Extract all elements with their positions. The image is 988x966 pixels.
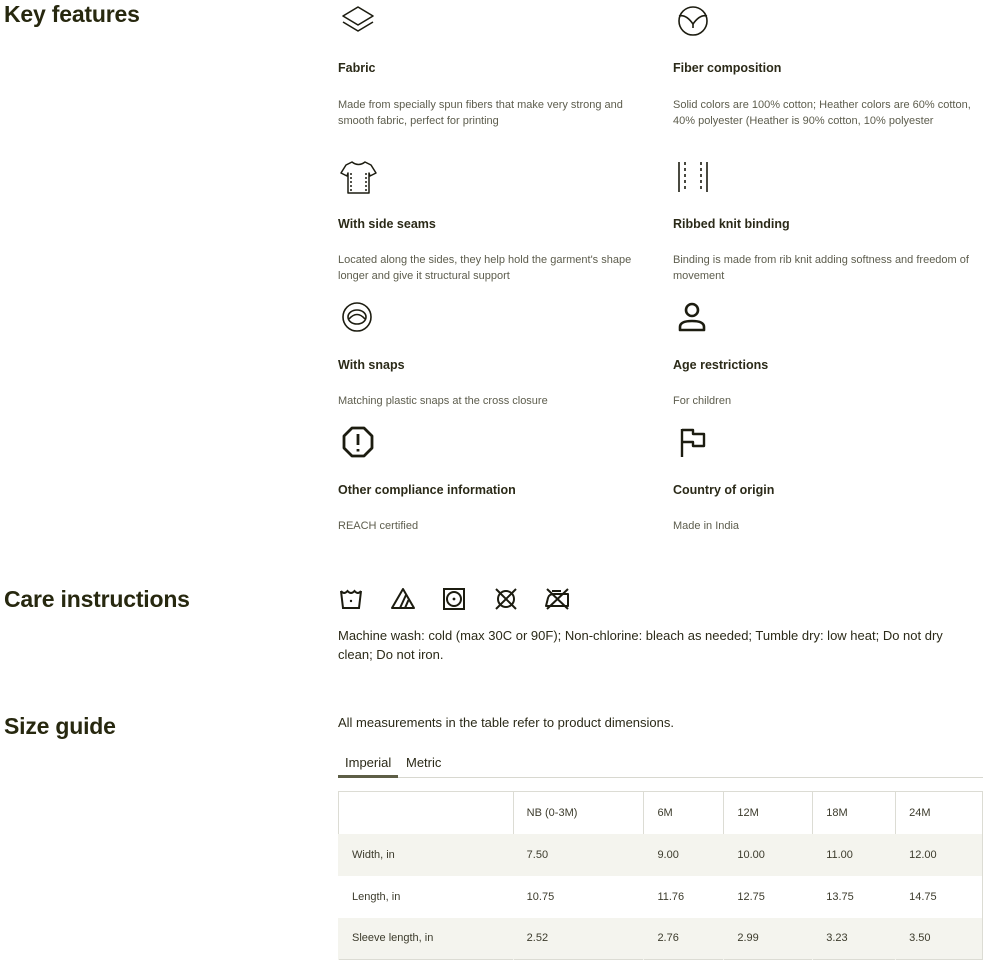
fiber-icon [673, 2, 713, 42]
feature-fiber-composition [673, 2, 988, 127]
size-guide-intro: All measurements in the table refer to product dimensions. [338, 715, 675, 730]
flag-icon [673, 423, 713, 463]
layers-icon [338, 2, 378, 42]
tab-metric[interactable]: Metric [406, 755, 442, 770]
table-header-cell: 12M [724, 792, 813, 834]
table-header-cell [339, 792, 514, 834]
table-cell: Width, in [339, 834, 514, 876]
feature-description: For children [673, 395, 732, 407]
feature-description: Matching plastic snaps at the cross closure [338, 395, 548, 407]
feature-title: Country of origin [673, 483, 775, 497]
feature-ribbed-binding [673, 158, 988, 282]
feature-title: With snaps [338, 358, 405, 372]
feature-title: Other compliance information [338, 483, 516, 497]
table-cell: 11.76 [644, 876, 724, 918]
feature-description: Located along the sides, they help hold the garment's shape longer and give it structural support [338, 254, 632, 282]
table-cell: 7.50 [513, 834, 644, 876]
feature-description: Solid colors are 100% cotton; Heather colors are 60% cotton, 40% polyester (Heather is 90% cotton, 10% polyester [673, 99, 971, 127]
table-row [339, 918, 983, 960]
feature-compliance [338, 423, 658, 532]
ribbed-binding-icon [673, 158, 713, 198]
unit-tabs [338, 752, 983, 778]
alert-icon [338, 423, 378, 463]
table-cell: 2.76 [644, 918, 724, 960]
table-header-cell: 6M [644, 792, 724, 834]
feature-description: Made from specially spun fibers that make very strong and smooth fabric, perfect for printing [338, 99, 623, 127]
key-features-heading: Key features [4, 1, 140, 27]
table-cell: 10.00 [724, 834, 813, 876]
feature-description: Made in India [673, 520, 740, 532]
feature-description: Binding is made from rib knit adding softness and freedom of movement [673, 254, 969, 282]
table-header-cell: 18M [813, 792, 896, 834]
table-cell: 13.75 [813, 876, 896, 918]
bleach-icon [390, 586, 416, 612]
feature-country-of-origin [673, 423, 988, 532]
table-cell: 12.00 [896, 834, 983, 876]
table-cell: 12.75 [724, 876, 813, 918]
no-iron-icon [544, 586, 570, 612]
feature-title: Fiber composition [673, 61, 782, 75]
size-table [338, 791, 983, 960]
tab-imperial[interactable]: Imperial [338, 755, 398, 778]
feature-title: With side seams [338, 217, 436, 231]
table-cell: 11.00 [813, 834, 896, 876]
feature-title: Ribbed knit binding [673, 217, 790, 231]
care-instructions-heading: Care instructions [4, 586, 190, 612]
table-cell: 14.75 [896, 876, 983, 918]
table-cell: 2.99 [724, 918, 813, 960]
tumble-dry-low-icon [441, 586, 467, 612]
table-cell: 3.23 [813, 918, 896, 960]
table-cell: 10.75 [513, 876, 644, 918]
table-cell: 9.00 [644, 834, 724, 876]
person-icon [673, 298, 713, 338]
table-row [339, 876, 983, 918]
feature-description: REACH certified [338, 520, 419, 532]
care-icons [338, 586, 596, 612]
feature-title: Age restrictions [673, 358, 769, 372]
feature-age-restrictions [673, 298, 988, 407]
size-guide-heading: Size guide [4, 713, 116, 739]
table-cell: Length, in [339, 876, 514, 918]
table-header-cell: 24M [896, 792, 983, 834]
table-header-cell: NB (0-3M) [513, 792, 644, 834]
care-instructions-text: Machine wash: cold (max 30C or 90F); Non-chlorine: bleach as needed; Tumble dry: low heat; Do not dry clean; Do not iron. [338, 628, 943, 662]
snap-icon [338, 298, 378, 338]
table-row [339, 834, 983, 876]
wash-cold-icon [338, 586, 364, 612]
shirt-icon [338, 158, 378, 198]
table-cell: Sleeve length, in [339, 918, 514, 960]
feature-title: Fabric [338, 61, 376, 75]
table-cell: 2.52 [513, 918, 644, 960]
feature-snaps [338, 298, 658, 407]
no-dry-clean-icon [493, 586, 519, 612]
table-cell: 3.50 [896, 918, 983, 960]
feature-fabric [338, 2, 658, 127]
table-header-row [339, 792, 983, 834]
feature-side-seams [338, 158, 658, 282]
